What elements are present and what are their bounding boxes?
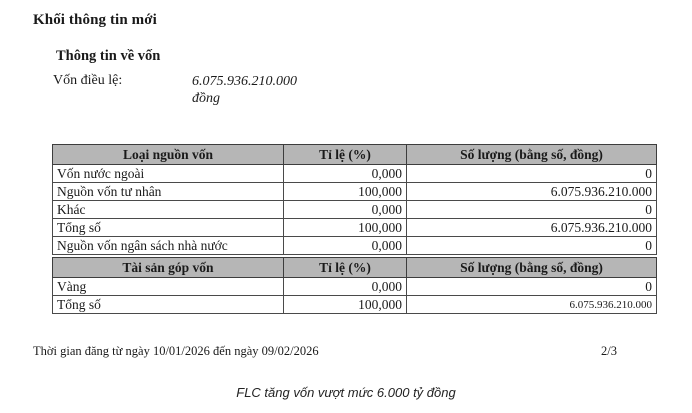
column-header-amount: Số lượng (bằng số, đồng) <box>407 145 657 165</box>
cell-percent: 0,000 <box>284 165 407 183</box>
cell-name: Vốn nước ngoài <box>53 165 284 183</box>
cell-name: Tổng số <box>53 219 284 237</box>
capital-source-table <box>52 144 657 255</box>
charter-capital-value: 6.075.936.210.000 đồng <box>192 74 297 106</box>
cell-name: Khác <box>53 201 284 219</box>
cell-name: Nguồn vốn ngân sách nhà nước <box>53 237 284 255</box>
cell-name: Vàng <box>53 278 284 296</box>
table-row <box>53 296 657 314</box>
cell-amount: 6.075.936.210.000 <box>407 296 657 314</box>
column-header-amount: Số lượng (bằng số, đồng) <box>407 258 657 278</box>
cell-amount: 0 <box>407 237 657 255</box>
cell-name: Tổng số <box>53 296 284 314</box>
table-row <box>53 219 657 237</box>
table-row <box>53 237 657 255</box>
cell-amount: 6.075.936.210.000 <box>407 219 657 237</box>
page-number: 2/3 <box>601 344 617 358</box>
cell-amount: 0 <box>407 165 657 183</box>
table-row <box>53 165 657 183</box>
section-title-capital-info: Thông tin về vốn <box>56 48 161 64</box>
table-row <box>53 183 657 201</box>
cell-percent: 0,000 <box>284 278 407 296</box>
cell-amount: 0 <box>407 278 657 296</box>
publish-period-text: Thời gian đăng từ ngày 10/01/2026 đến ngày 09/02/2026 <box>33 344 319 358</box>
charter-capital-label: Vốn điều lệ: <box>53 73 123 88</box>
cell-percent: 100,000 <box>284 219 407 237</box>
table-header-row <box>53 145 657 165</box>
cell-amount: 6.075.936.210.000 <box>407 183 657 201</box>
contributed-asset-table <box>52 257 657 314</box>
cell-percent: 100,000 <box>284 296 407 314</box>
table-row <box>53 278 657 296</box>
cell-percent: 0,000 <box>284 201 407 219</box>
column-header-percent: Tỉ lệ (%) <box>284 145 407 165</box>
column-header-name: Tài sản góp vốn <box>53 258 284 278</box>
column-header-name: Loại nguồn vốn <box>53 145 284 165</box>
page-title: Khối thông tin mới <box>33 12 157 28</box>
cell-percent: 0,000 <box>284 237 407 255</box>
table-header-row <box>53 258 657 278</box>
cell-percent: 100,000 <box>284 183 407 201</box>
table-row <box>53 201 657 219</box>
column-header-percent: Tỉ lệ (%) <box>284 258 407 278</box>
cell-name: Nguồn vốn tư nhân <box>53 183 284 201</box>
image-caption: FLC tăng vốn vượt mức 6.000 tỷ đồng <box>236 385 456 400</box>
cell-amount: 0 <box>407 201 657 219</box>
